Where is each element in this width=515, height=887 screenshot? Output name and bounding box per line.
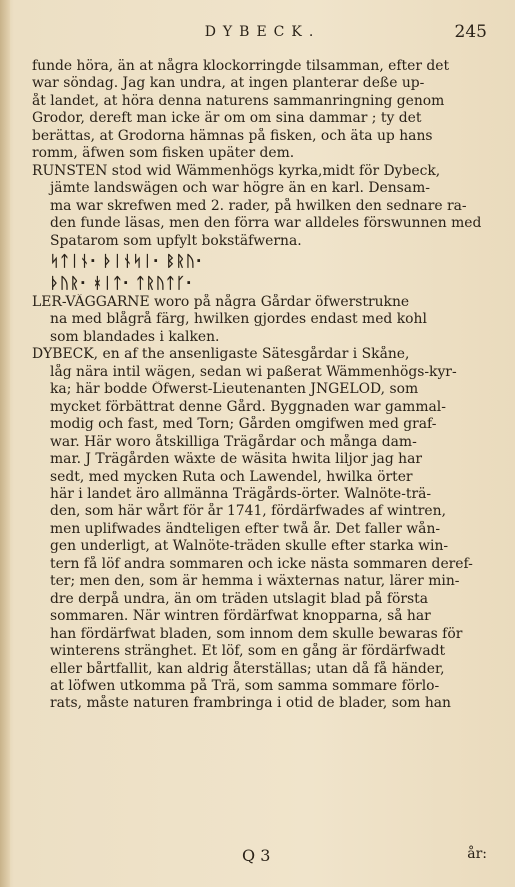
page-footer [32, 846, 487, 868]
text-line: mar. J Trägården wäxte de wäsita hwita liljor jag har [50, 451, 423, 468]
paragraph-lervaggarne [32, 294, 487, 346]
text-line: eller bårtfallit, kan aldrig återställas; utan då få händer, [50, 660, 445, 677]
text-line: na med blågrå färg, hwilken gjordes endast med kohl [50, 311, 427, 328]
signature-mark: Q 3 [242, 846, 271, 865]
text-line: DYBECK, en af the ansenligaste Sätesgårdar i Skåne, [32, 346, 410, 363]
text-line: ma war skrefwen med 2. rader, på hwilken den sednare ra- [50, 197, 467, 214]
text-line: låg nära intil wägen, sedan wi paßerat Wämmenhögs-kyr- [50, 363, 457, 380]
catchword: år: [467, 846, 487, 862]
rune-inscription-line: ᚦᚢᚱ· ᚼᛁᛏ· ᛏᚱᚢᛏᚴ· [50, 273, 193, 292]
text-line: war söndag. Jag kan undra, at ingen planterar deße up- [32, 75, 425, 92]
text-line: tern få löf andra sommaren och icke nästa sommaren deref- [50, 555, 473, 572]
text-line: rats, måste naturen frambringa i otid de blader, som han [50, 695, 451, 712]
text-line: funde höra, än at några klockorringde tilsamman, efter det [32, 58, 450, 74]
text-line: gen underligt, at Walnöte-träden skulle efter starka win- [50, 538, 449, 555]
text-line: dre derpå undra, än om träden utslagit blad på första [50, 590, 428, 607]
text-line: Spatarom som upfylt bokstäfwerna. [50, 232, 302, 249]
text-line: den funde läsas, men den förra war alldeles förswunnen med [50, 215, 482, 232]
text-line: LER-VÄGGARNE woro på några Gårdar öfwerstrukne [32, 293, 410, 310]
text-line: ka; här bodde Öfwerst-Lieutenanten JNGELOD, som [50, 381, 419, 398]
paragraph-dybeck [32, 346, 487, 713]
text-line: jämte landswägen och war högre än en karl. Densam- [50, 180, 430, 197]
text-line: den, som här wårt för år 1741, fördärfwades af wintren, [50, 503, 446, 520]
text-line: sedt, med mycken Ruta och Lawendel, hwilka örter [50, 468, 413, 485]
text-line: mycket förbättrat denne Gård. Byggnaden war gammal- [50, 398, 446, 415]
text-line: romm, äfwen som fisken upäter dem. [32, 145, 295, 162]
text-line: winterens stränghet. Et löf, som en gång är fördärfwadt [50, 643, 446, 660]
text-line: berättas, at Grodorna hämnas på fisken, och äta up hans [32, 127, 433, 144]
rune-inscription-line: ᛋᛏᛁᚾ· ᚦᛁᚾᛋᛁ· ᛒᚱᚢ· [50, 251, 203, 270]
text-line: modig och fast, med Torn; Gården omgifwen med graf- [50, 416, 437, 433]
text-line: han fördärfwat bladen, som innom dem skulle bewaras för [50, 625, 463, 642]
text-line: som blandades i kalken. [50, 328, 220, 345]
paragraph-runsten [32, 163, 487, 294]
page-number: 245 [454, 22, 487, 42]
text-line: war. Här woro åtskilliga Trägårdar och många dam- [50, 433, 417, 450]
paragraph-frogs [32, 58, 487, 163]
text-line: här i landet äro allmänna Trägårds-örter. Walnöte-trä- [50, 485, 432, 502]
page-gutter [0, 0, 10, 887]
page-header [34, 22, 491, 46]
running-head: DYBECK. [204, 24, 321, 40]
body-text [32, 58, 487, 713]
text-line: ter; men den, som är hemma i wäxternas natur, lärer min- [50, 573, 460, 590]
text-line: sommaren. När wintren fördärfwat knopparna, så har [50, 608, 431, 625]
text-line: at löfwen utkomma på Trä, som samma sommare förlo- [50, 677, 440, 694]
text-line: Grodor, dereft man icke är om om sina dammar ; ty det [32, 110, 422, 127]
text-line: men uplifwades ändteligen efter twå år. Det faller wån- [50, 520, 441, 537]
text-line: åt landet, at höra denna naturens sammanringning genom [32, 92, 445, 109]
text-line: RUNSTEN stod wid Wämmenhögs kyrka,midt för Dybeck, [32, 162, 441, 179]
